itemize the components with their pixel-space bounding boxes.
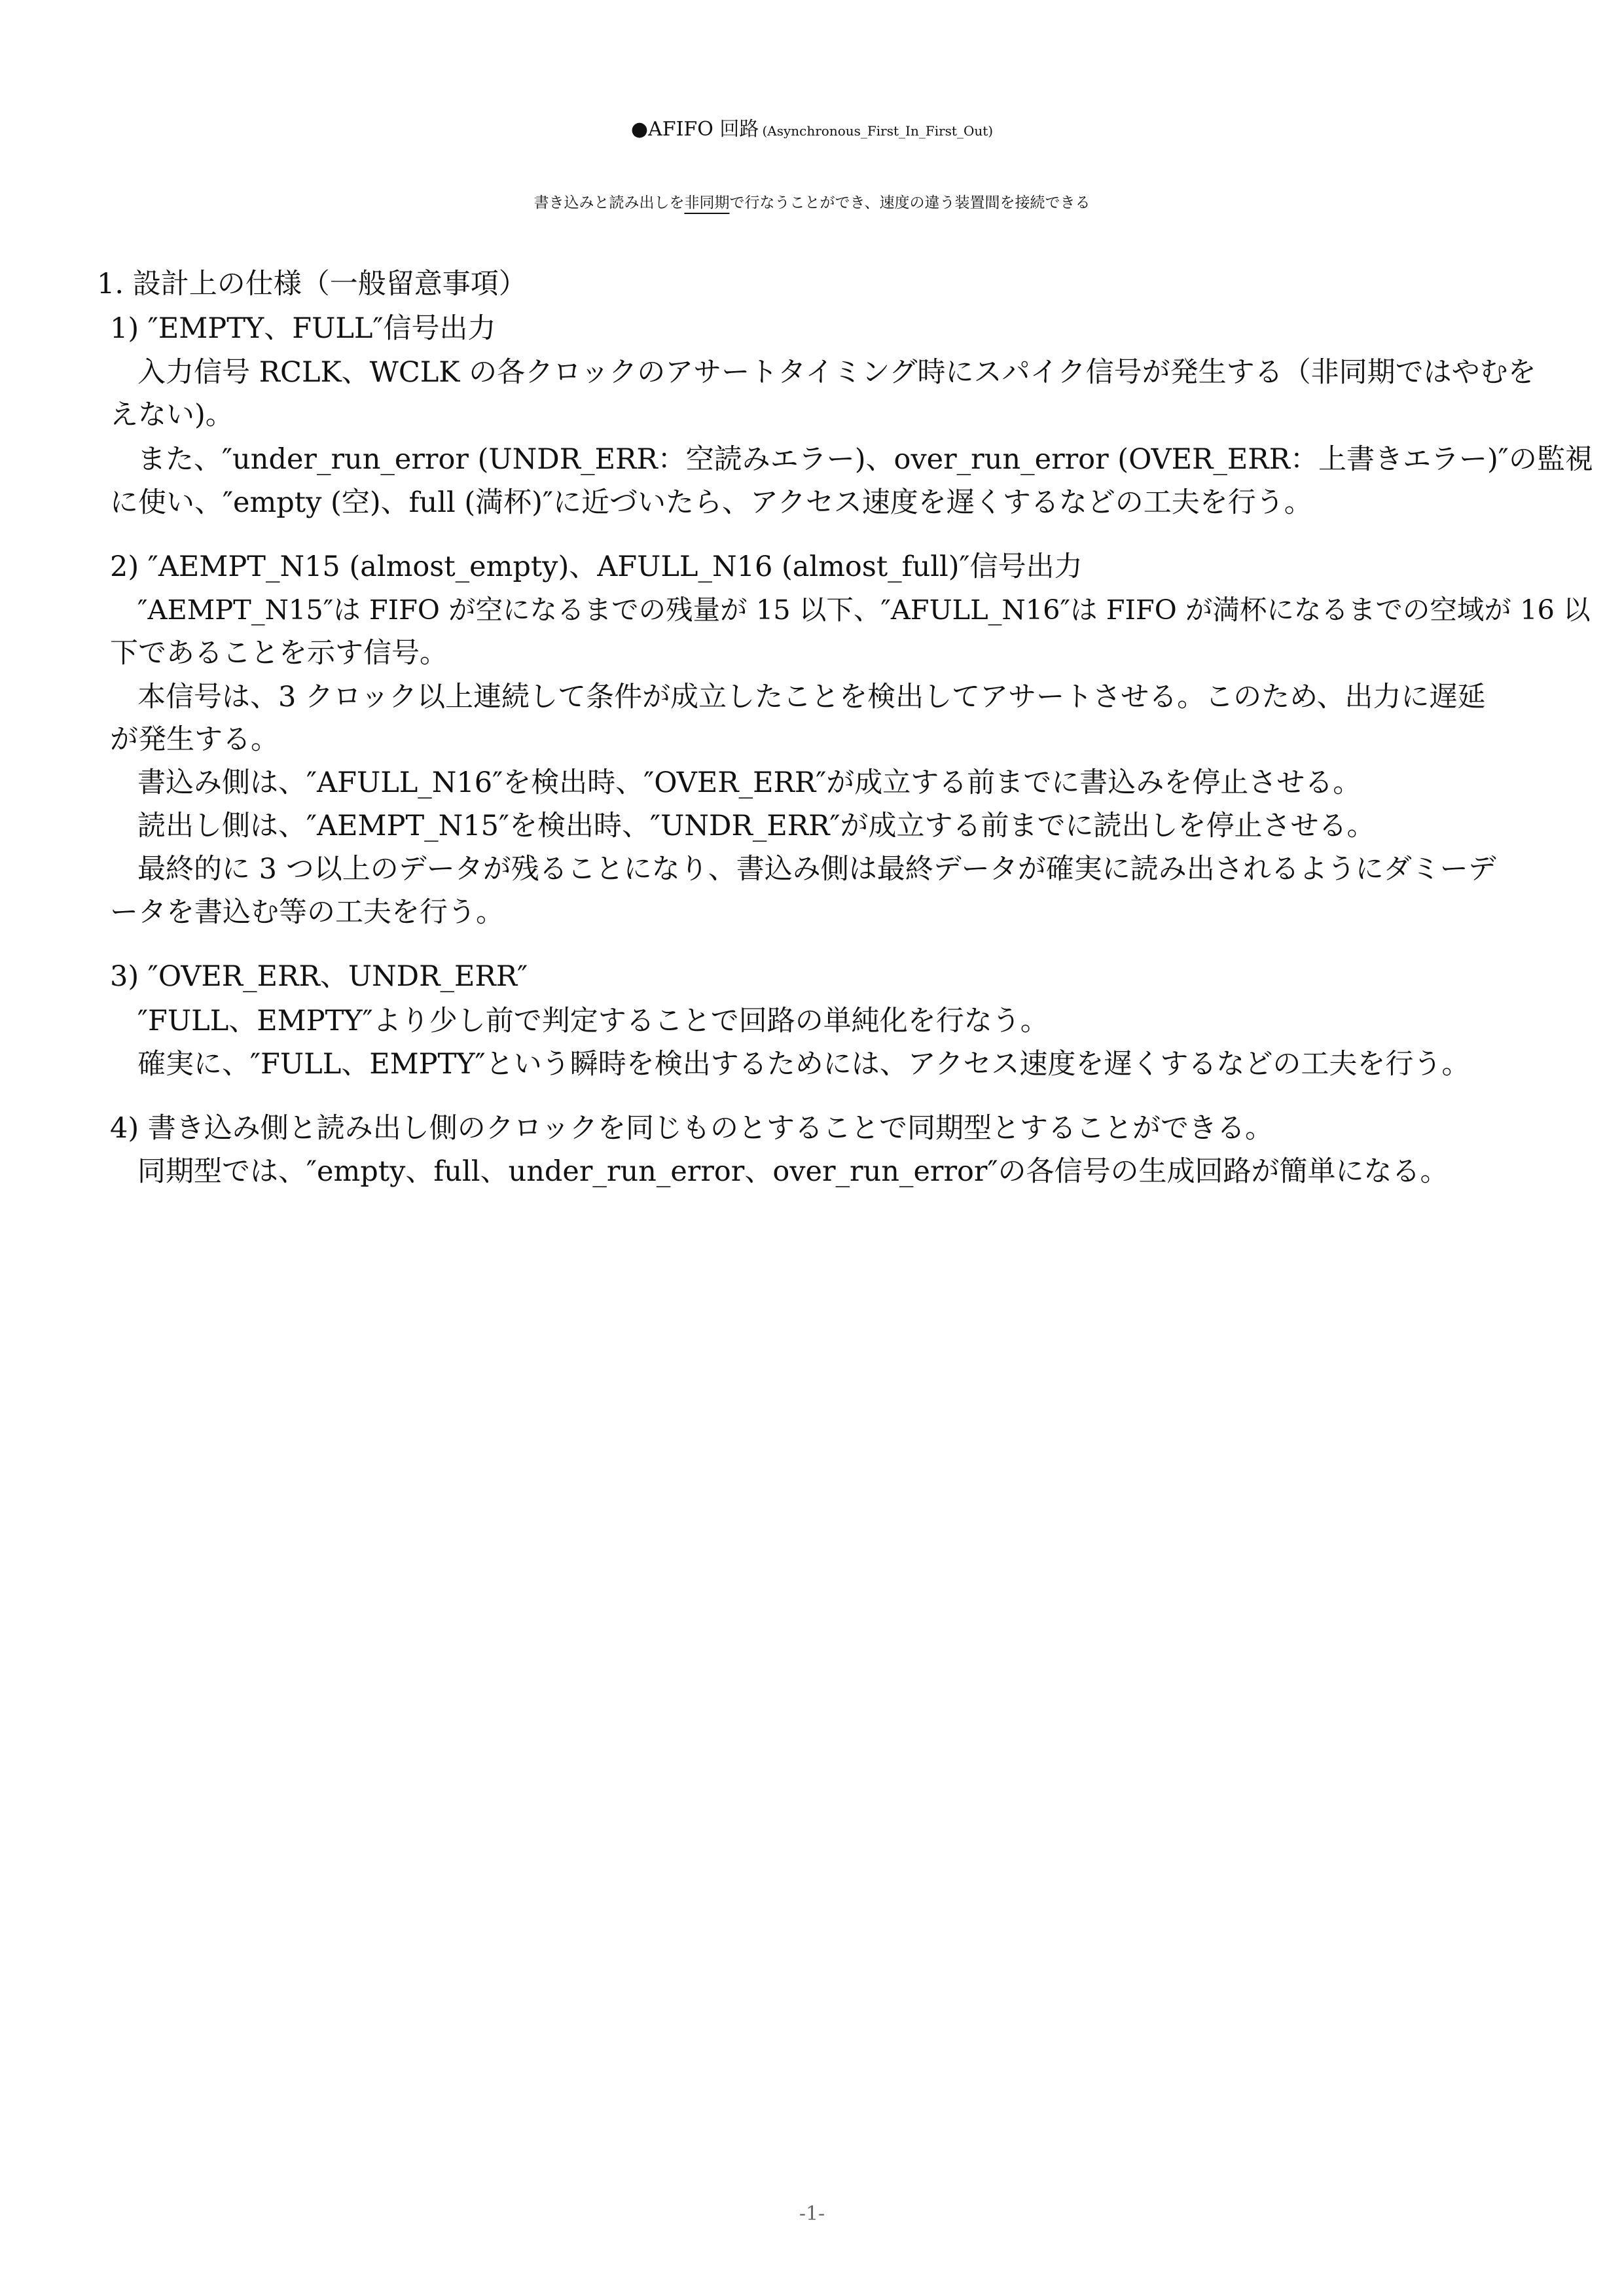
subtitle-underlined: 非同期 bbox=[684, 194, 730, 211]
item-2-line-2: 下であることを示す信号。 bbox=[110, 637, 448, 670]
item-1-line-4: に使い、″empty (空)、full (満杯)″に近づいたら、アクセス速度を遅くするなどの工夫を行う。 bbox=[110, 486, 1312, 519]
item-2-line-5: 書込み側は、″AFULL_N16″を検出時、″OVER_ERR″が成立する前までに書込みを停止させる。 bbox=[137, 766, 1362, 799]
item-2-line-1: ″AEMPT_N15″は FIFO が空になるまでの残量が 15 以下、″AFULL_N16″は FIFO が満杯になるまでの空域が 16 以 bbox=[137, 594, 1591, 626]
title-main: AFIFO 回路 bbox=[648, 118, 759, 141]
item-1-line-1: 入力信号 RCLK、WCLK の各クロックのアサートタイミング時にスパイク信号が発生する（非同期ではやむを bbox=[137, 356, 1536, 389]
item-heading-4: 4) 書き込み側と読み出し側のクロックを同じものとすることで同期型とすることができる。 bbox=[110, 1112, 1273, 1145]
page-subtitle bbox=[0, 182, 1624, 215]
subtitle-pre: 書き込みと読み出しを bbox=[533, 194, 685, 211]
item-2-line-7: 最終的に 3 つ以上のデータが残ることになり、書込み側は最終データが確実に読み出されるようにダミーデ bbox=[137, 853, 1496, 886]
item-3-line-2: 確実に、″FULL、EMPTY″という瞬時を検出するためには、アクセス速度を遅くするなどの工夫を行う。 bbox=[137, 1048, 1470, 1081]
title-sub: (Asynchronous_First_In_First_Out) bbox=[762, 123, 994, 139]
page-title bbox=[0, 113, 1624, 141]
item-2-line-3: 本信号は、3 クロック以上連続して条件が成立したことを検出してアサートさせる。このため、出力に遅延 bbox=[137, 681, 1486, 713]
subtitle-post: で行なうことができ、速度の違う装置間を接続できる bbox=[729, 194, 1091, 211]
item-3-line-1: ″FULL、EMPTY″より少し前で判定することで回路の単純化を行なう。 bbox=[137, 1005, 1049, 1037]
item-heading-1: 1) ″EMPTY、FULL″信号出力 bbox=[110, 312, 496, 345]
page-number: -1- bbox=[799, 2202, 825, 2225]
title-bullet: ● bbox=[630, 118, 649, 141]
item-heading-3: 3) ″OVER_ERR、UNDR_ERR″ bbox=[110, 960, 528, 993]
item-2-line-8: ータを書込む等の工夫を行う。 bbox=[110, 896, 504, 929]
item-4-line-1: 同期型では、″empty、full、under_run_error、over_run_error″の各信号の生成回路が簡単になる。 bbox=[137, 1155, 1449, 1188]
item-2-line-4: が発生する。 bbox=[110, 723, 279, 756]
item-1-line-3: また、″under_run_error (UNDR_ERR：空読みエラー)、over_run_error (OVER_ERR：上書きエラー)″の監視 bbox=[137, 443, 1593, 476]
item-2-line-6: 読出し側は、″AEMPT_N15″を検出時、″UNDR_ERR″が成立する前までに読出しを停止させる。 bbox=[137, 810, 1375, 842]
item-heading-2: 2) ″AEMPT_N15 (almost_empty)、AFULL_N16 (almost_full)″信号出力 bbox=[110, 550, 1083, 583]
item-1-line-2: えない)。 bbox=[110, 399, 234, 431]
section-heading: 1. 設計上の仕様（一般留意事項） bbox=[97, 268, 527, 300]
